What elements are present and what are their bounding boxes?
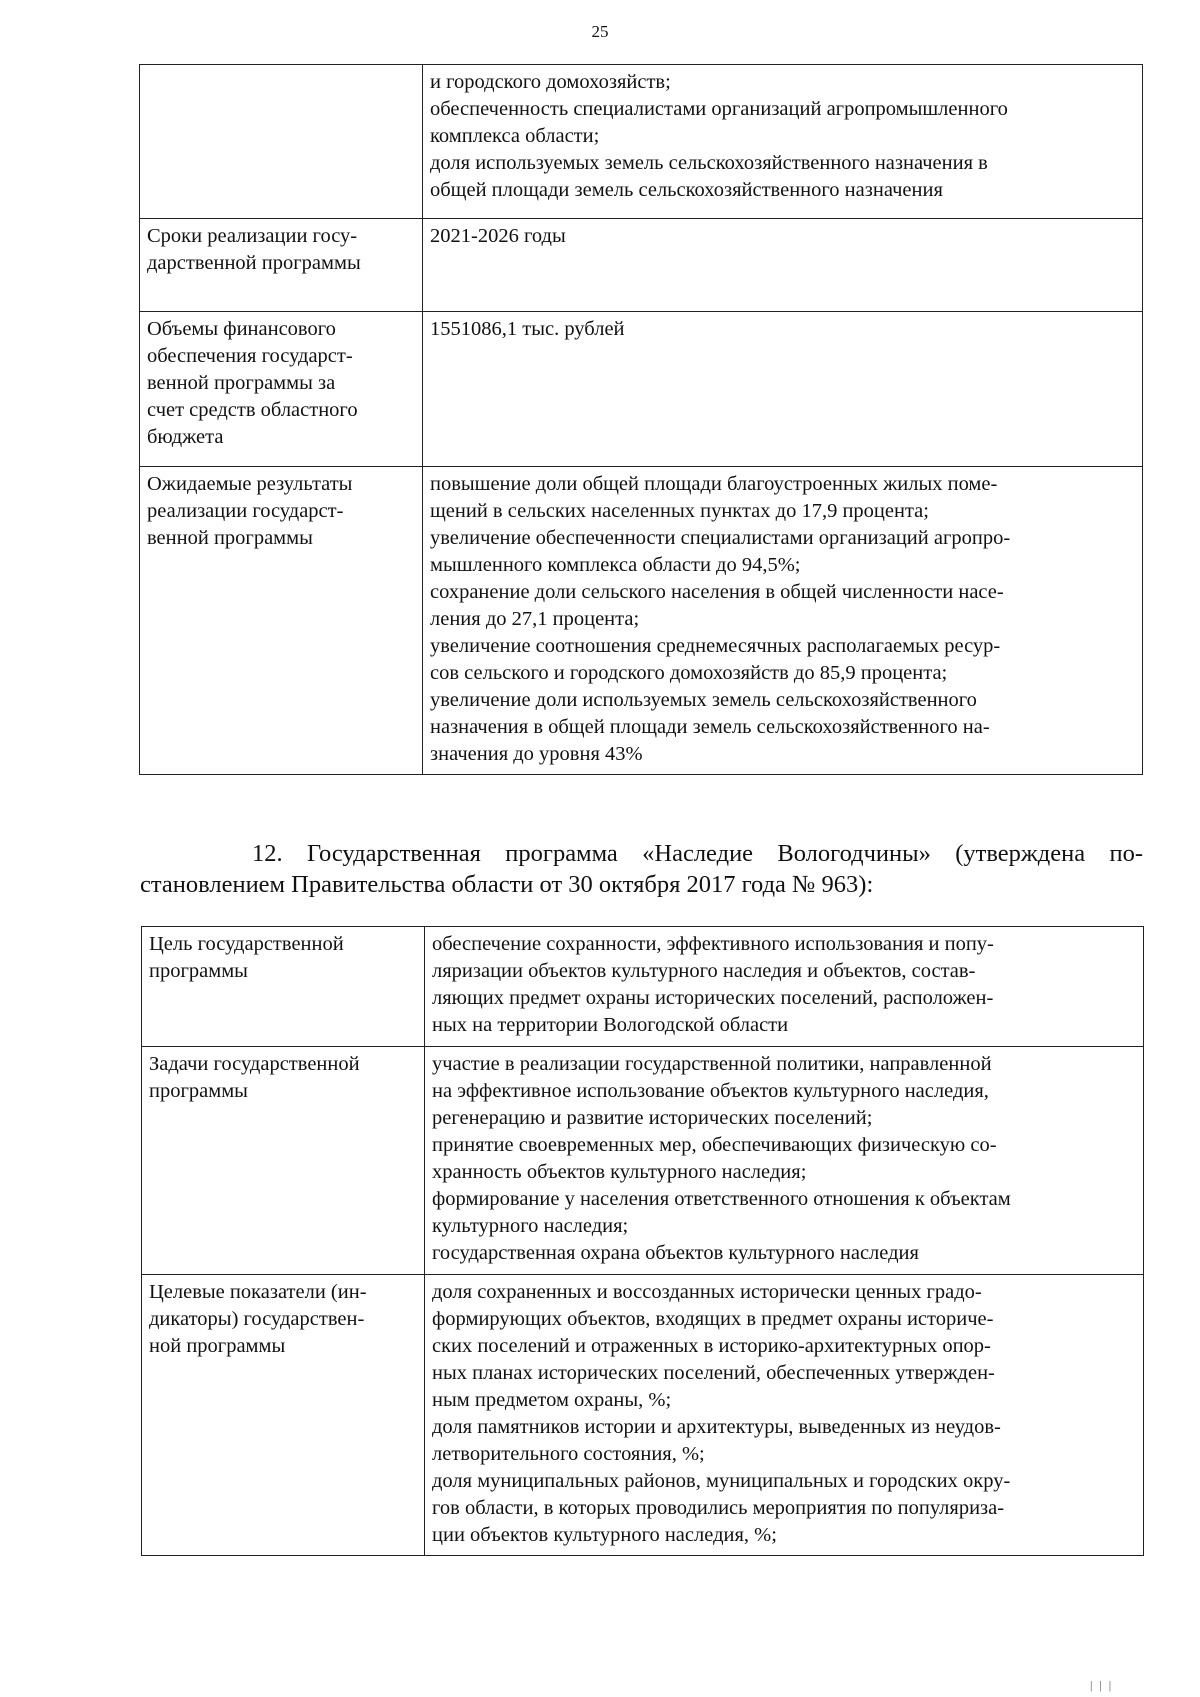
- cell-line: реализации государст-: [147, 500, 344, 522]
- program-11-passport-table: [139, 64, 1143, 775]
- cell-line: формирующих объектов, входящих в предмет охраны историче-: [432, 1308, 994, 1330]
- cell-line: ции объектов культурного наследия, %;: [432, 1524, 777, 1546]
- cell-line: общей площади земель сельскохозяйственного назначения: [430, 179, 943, 201]
- cell-line: сов сельского и городского домохозяйств до 85,9 процента;: [430, 662, 948, 684]
- section-heading: [140, 838, 1143, 900]
- cell-line: 2021-2026 годы: [430, 225, 566, 247]
- table-row: [140, 312, 1143, 467]
- cell-line: ских поселений и отраженных в историко-архитектурных опор-: [432, 1335, 991, 1357]
- section-heading-line: становлением Правительства области от 30 октября 2017 года № 963):: [140, 871, 874, 898]
- cell-line: программы: [149, 960, 248, 982]
- cell-line: доля используемых земель сельскохозяйственного назначения в: [430, 152, 988, 174]
- cell-line: венной программы за: [147, 372, 336, 394]
- row-value-cell: [423, 65, 1143, 219]
- row-label-cell: [142, 1047, 425, 1275]
- table-row: [142, 1275, 1144, 1556]
- table-row: [140, 65, 1143, 219]
- cell-line: увеличение доли используемых земель сельскохозяйственного: [430, 689, 977, 711]
- row-value-cell: [425, 1047, 1144, 1275]
- cell-line: обеспечения государст-: [147, 345, 353, 367]
- cell-line: ных планах исторических поселений, обеспеченных утвержден-: [432, 1362, 995, 1384]
- cell-line: венной программы: [147, 527, 313, 549]
- row-label-cell: [140, 312, 423, 467]
- cell-line: принятие своевременных мер, обеспечивающих физическую со-: [432, 1134, 997, 1156]
- cell-line: мышленного комплекса области до 94,5%;: [430, 554, 801, 576]
- cell-line: государственная охрана объектов культурного наследия: [432, 1242, 919, 1264]
- cell-line: участие в реализации государственной политики, направленной: [432, 1053, 992, 1075]
- row-value-cell: [423, 219, 1143, 312]
- row-value-cell: [423, 467, 1143, 775]
- row-value-cell: [425, 1275, 1144, 1556]
- cell-line: счет средств областного: [147, 399, 358, 421]
- cell-line: увеличение обеспеченности специалистами организаций агропро-: [430, 527, 1011, 549]
- cell-line: Задачи государственной: [149, 1053, 360, 1075]
- section-heading-line: 12. Государственная программа «Наследие Вологодчины» (утверждена по-: [252, 840, 1143, 867]
- cell-line: бюджета: [147, 426, 224, 448]
- cell-line: обеспечение сохранности, эффективного использования и попу-: [432, 933, 994, 955]
- cell-line: ным предметом охраны, %;: [432, 1389, 672, 1411]
- row-label-cell: [140, 219, 423, 312]
- table-row: [140, 467, 1143, 775]
- cell-line: доля памятников истории и архитектуры, выведенных из неудов-: [432, 1416, 1001, 1438]
- table-row: [142, 927, 1144, 1047]
- row-label-cell: [142, 1275, 425, 1556]
- row-label-cell: [140, 65, 423, 219]
- cell-line: обеспеченность специалистами организаций агропромышленного: [430, 98, 1008, 120]
- cell-line: повышение доли общей площади благоустроенных жилых поме-: [430, 473, 998, 495]
- cell-line: ления до 27,1 процента;: [430, 608, 640, 630]
- cell-line: ляризации объектов культурного наследия и объектов, состав-: [432, 960, 976, 982]
- cell-line: комплекса области;: [430, 125, 600, 147]
- cell-line: хранность объектов культурного наследия;: [432, 1161, 807, 1183]
- cell-line: ных на территории Вологодской области: [432, 1014, 789, 1036]
- cell-line: назначения в общей площади земель сельскохозяйственного на-: [430, 716, 990, 738]
- cell-line: формирование у населения ответственного отношения к объектам: [432, 1188, 1011, 1210]
- table-row: [142, 1047, 1144, 1275]
- cell-line: доля сохраненных и воссозданных исторически ценных градо-: [432, 1281, 982, 1303]
- cell-line: 1551086,1 тыс. рублей: [430, 318, 625, 340]
- program-12-passport-table: [141, 926, 1144, 1556]
- cell-line: ной программы: [149, 1335, 286, 1357]
- scan-artifact: | | |: [1090, 1678, 1114, 1692]
- cell-line: и городского домохозяйств;: [430, 71, 671, 93]
- cell-line: сохранение доли сельского населения в общей численности насе-: [430, 581, 1004, 603]
- cell-line: программы: [149, 1080, 248, 1102]
- cell-line: щений в сельских населенных пунктах до 17,9 процента;: [430, 500, 929, 522]
- cell-line: Объемы финансового: [147, 318, 336, 340]
- cell-line: дарственной программы: [147, 252, 361, 274]
- cell-line: дикаторы) государствен-: [149, 1308, 365, 1330]
- cell-line: Ожидаемые результаты: [147, 473, 353, 495]
- cell-line: летворительного состояния, %;: [432, 1443, 705, 1465]
- table-row: [140, 219, 1143, 312]
- row-label-cell: [142, 927, 425, 1047]
- cell-line: Цель государственной: [149, 933, 344, 955]
- row-value-cell: [423, 312, 1143, 467]
- cell-line: значения до уровня 43%: [430, 743, 643, 765]
- cell-line: увеличение соотношения среднемесячных располагаемых ресур-: [430, 635, 1001, 657]
- cell-line: на эффективное использование объектов культурного наследия,: [432, 1080, 989, 1102]
- cell-line: гов области, в которых проводились мероприятия по популяриза-: [432, 1497, 1005, 1519]
- row-label-cell: [140, 467, 423, 775]
- cell-line: ляющих предмет охраны исторических поселений, расположен-: [432, 987, 994, 1009]
- page-number: 25: [591, 22, 609, 41]
- cell-line: Целевые показатели (ин-: [149, 1281, 367, 1303]
- cell-line: культурного наследия;: [432, 1215, 629, 1237]
- row-value-cell: [425, 927, 1144, 1047]
- cell-line: регенерацию и развитие исторических поселений;: [432, 1107, 873, 1129]
- cell-line: Сроки реализации госу-: [147, 225, 358, 247]
- cell-line: доля муниципальных районов, муниципальных и городских окру-: [432, 1470, 1011, 1492]
